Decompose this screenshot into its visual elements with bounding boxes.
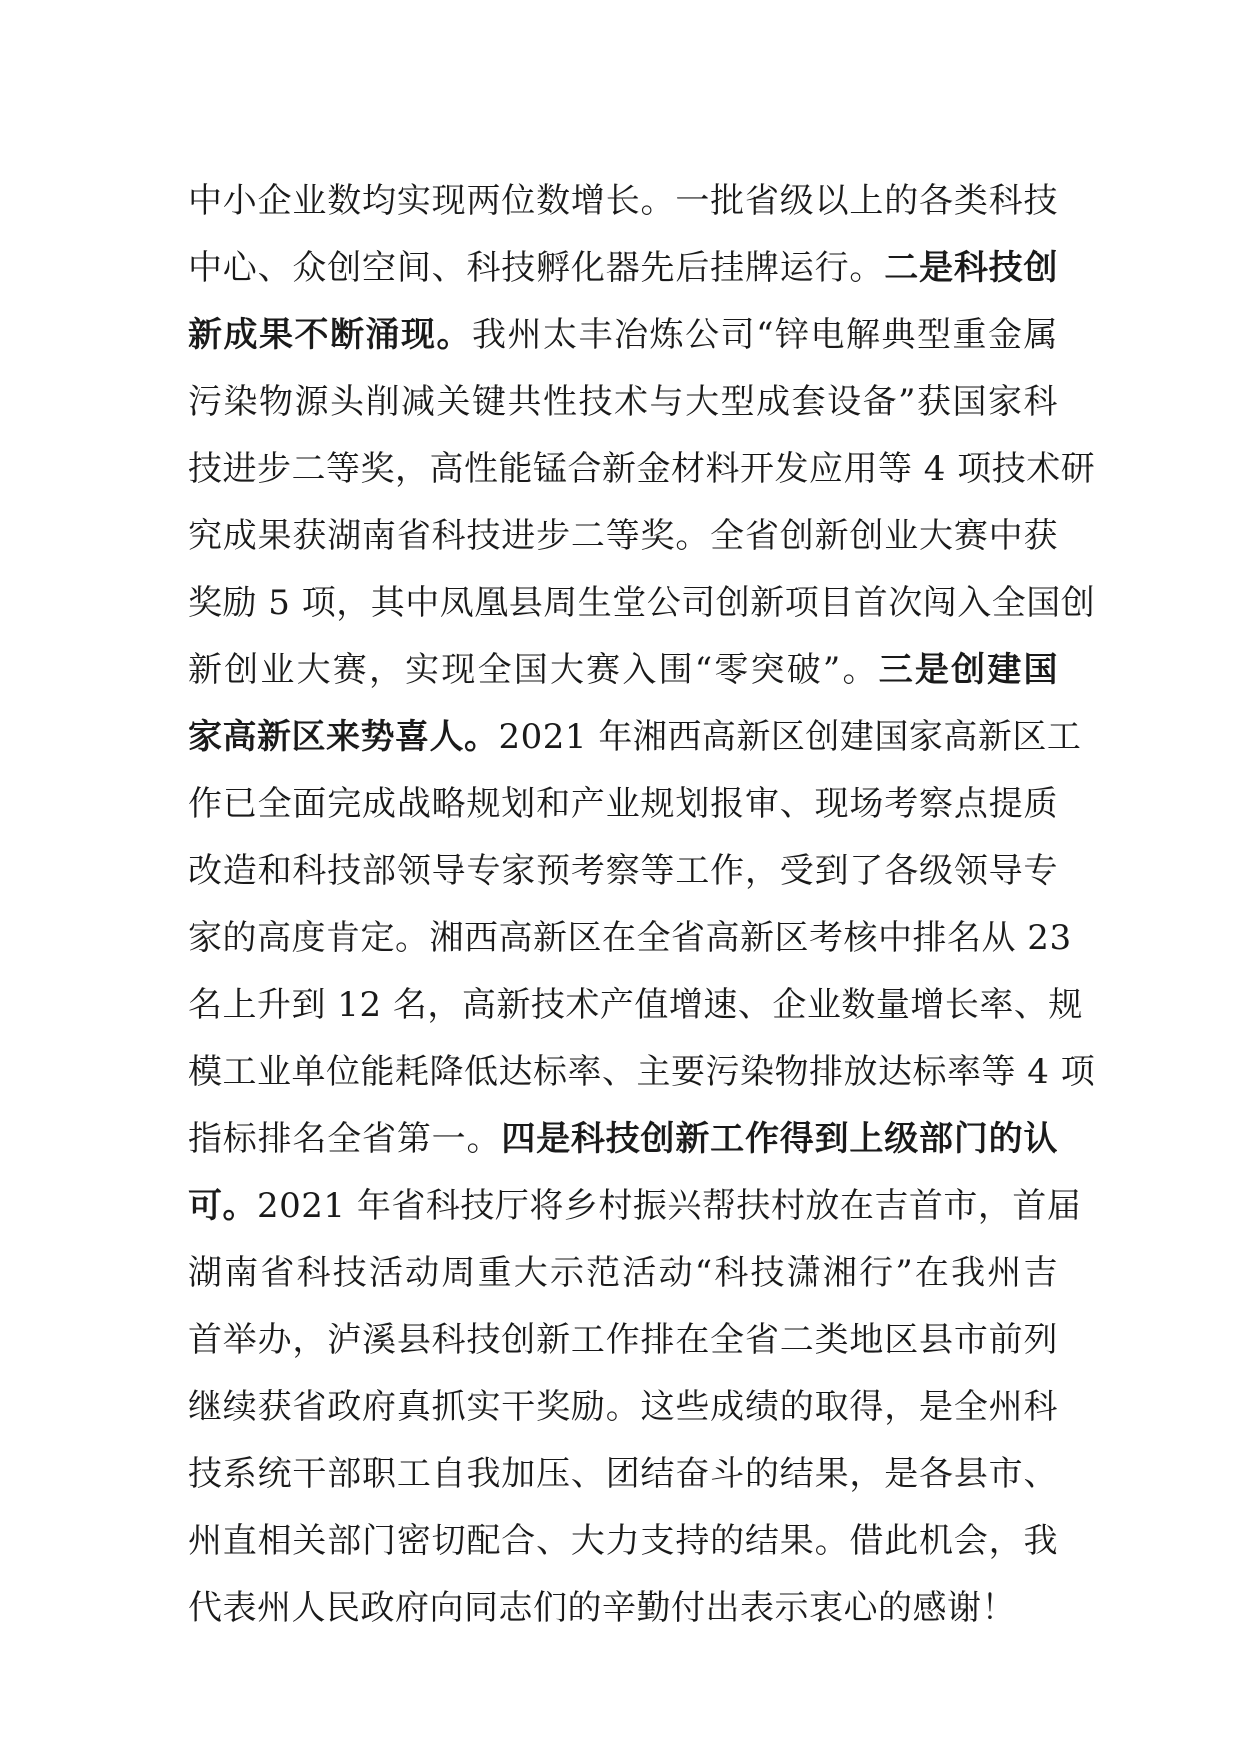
body-text-segment: 技系统干部职工自我加压、团结奋斗的结果，是各县市、 bbox=[188, 1454, 1058, 1494]
body-text-segment: 我州太丰冶炼公司“锌电解典型重金属 bbox=[472, 315, 1059, 355]
text-line bbox=[188, 235, 1058, 302]
bold-heading-text: 家高新区来势喜人。 bbox=[188, 717, 499, 757]
body-text-segment: 湖南省科技活动周重大示范活动“科技潇湘行”在我州吉 bbox=[188, 1253, 1058, 1293]
body-text-segment: 改造和科技部领导专家预考察等工作，受到了各级领导专 bbox=[188, 851, 1058, 891]
text-line bbox=[188, 1575, 1058, 1642]
text-line bbox=[188, 771, 1058, 838]
body-text-segment: 模工业单位能耗降低达标率、主要污染物排放达标率等 4 项 bbox=[188, 1052, 1096, 1092]
body-text-segment: 新创业大赛，实现全国大赛入围“零突破”。 bbox=[188, 650, 879, 690]
text-line bbox=[188, 302, 1058, 369]
body-text-segment: 中心、众创空间、科技孵化器先后挂牌运行。 bbox=[188, 248, 885, 288]
text-line bbox=[188, 704, 1082, 771]
body-text-segment: 首举办，泸溪县科技创新工作排在全省二类地区县市前列 bbox=[188, 1320, 1058, 1360]
body-text-segment: 名上升到 12 名，高新技术产值增速、企业数量增长率、规 bbox=[188, 985, 1083, 1025]
text-line bbox=[188, 369, 1058, 436]
body-text-segment: 技进步二等奖，高性能锰合新金材料开发应用等 4 项技术研 bbox=[188, 449, 1096, 489]
text-line bbox=[188, 1307, 1058, 1374]
body-text-segment: 污染物源头削减关键共性技术与大型成套设备”获国家科 bbox=[188, 382, 1058, 422]
text-line bbox=[188, 503, 1058, 570]
text-line bbox=[188, 838, 1058, 905]
body-text-segment: 家的高度肯定。湘西高新区在全省高新区考核中排名从 23 bbox=[188, 918, 1072, 958]
body-text-segment: 中小企业数均实现两位数增长。一批省级以上的各类科技 bbox=[188, 181, 1058, 221]
body-paragraph bbox=[188, 168, 1096, 1642]
text-line bbox=[188, 436, 1096, 503]
text-line bbox=[188, 1441, 1058, 1508]
text-line bbox=[188, 168, 1058, 235]
body-text-segment: 继续获省政府真抓实干奖励。这些成绩的取得，是全州科 bbox=[188, 1387, 1058, 1427]
body-text-segment: 代表州人民政府向同志们的辛勤付出表示衷心的感谢！ bbox=[188, 1588, 1016, 1628]
body-text-segment: 作已全面完成战略规划和产业规划报审、现场考察点提质 bbox=[188, 784, 1058, 824]
body-text-segment: 州直相关部门密切配合、大力支持的结果。借此机会，我 bbox=[188, 1521, 1058, 1561]
body-text-segment: 2021 年省科技厅将乡村振兴帮扶村放在吉首市，首届 bbox=[257, 1186, 1082, 1226]
bold-heading-text: 新成果不断涌现。 bbox=[188, 315, 473, 355]
text-line bbox=[188, 1039, 1096, 1106]
text-line bbox=[188, 1374, 1058, 1441]
text-line bbox=[188, 570, 1096, 637]
body-text-segment: 奖励 5 项，其中凤凰县周生堂公司创新项目首次闯入全国创 bbox=[188, 583, 1096, 623]
text-line bbox=[188, 637, 1058, 704]
bold-heading-text: 四是科技创新工作得到上级部门的认 bbox=[501, 1119, 1058, 1159]
bold-heading-text: 三是创建国 bbox=[878, 650, 1059, 690]
text-line bbox=[188, 1106, 1058, 1173]
text-line bbox=[188, 905, 1072, 972]
body-text-segment: 2021 年湘西高新区创建国家高新区工 bbox=[498, 717, 1082, 757]
bold-heading-text: 二是科技创 bbox=[884, 248, 1058, 288]
text-line bbox=[188, 1240, 1058, 1307]
body-text-segment: 指标排名全省第一。 bbox=[188, 1119, 502, 1159]
document-page bbox=[188, 168, 1096, 1642]
body-text-segment: 究成果获湖南省科技进步二等奖。全省创新创业大赛中获 bbox=[188, 516, 1058, 556]
bold-heading-text: 可。 bbox=[188, 1186, 257, 1226]
text-line bbox=[188, 972, 1083, 1039]
text-line bbox=[188, 1173, 1082, 1240]
text-line bbox=[188, 1508, 1058, 1575]
